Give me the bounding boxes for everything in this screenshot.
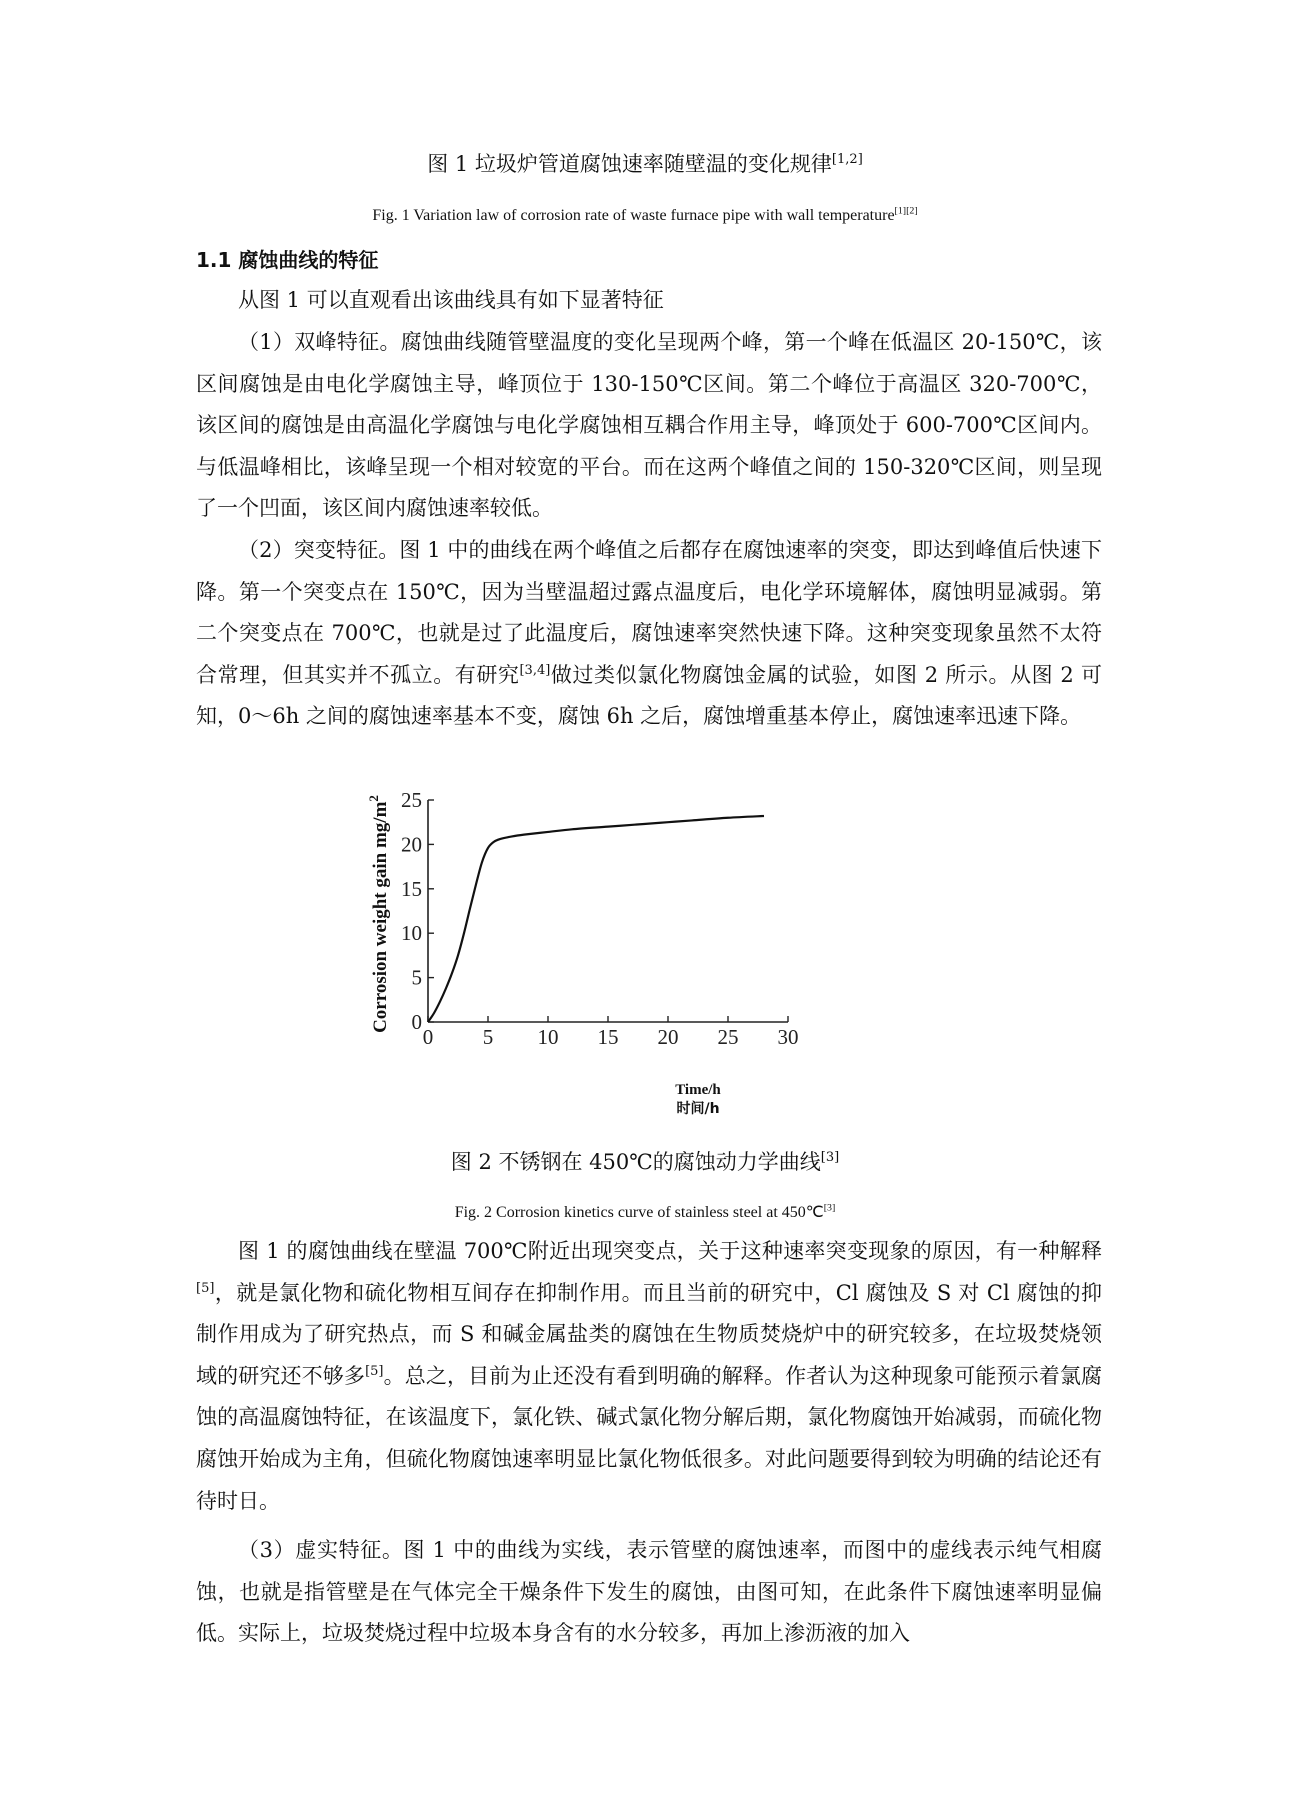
paragraph-explanation-text-b: ，就是氯化物和硫化物相互间存在抑制作用。而且当前的研究中，Cl 腐蚀及 S 对 Cl 腐蚀的抑制作用成为了研究热点，而 S 和碱金属盐类的腐蚀在生物质焚烧炉中的研究较多，在垃圾焚烧领域的研究还不够多 xyxy=(196,1280,1102,1388)
fig1-caption-cn-text: 图 1 垃圾炉管道腐蚀速率随壁温的变化规律 xyxy=(427,152,832,176)
fig2-caption-en-text: Fig. 2 Corrosion kinetics curve of stainless steel at 450℃ xyxy=(454,1204,824,1221)
chart-labels xyxy=(366,792,799,1117)
x-tick-label: 5 xyxy=(482,1025,494,1049)
citation-5a[interactable]: [5] xyxy=(196,1280,215,1296)
section-title: 1.1 腐蚀曲线的特征 xyxy=(196,248,379,272)
fig2-chart xyxy=(350,792,950,1142)
y-axis-title xyxy=(366,795,391,1033)
y-tick-label: 0 xyxy=(411,1010,422,1034)
fig1-caption-cn xyxy=(0,149,1290,179)
fig1-caption-cn-ref[interactable]: [1,2] xyxy=(831,152,863,167)
paragraph-explanation xyxy=(196,1231,1102,1522)
fig2-caption-cn xyxy=(0,1147,1290,1177)
x-tick-label: 10 xyxy=(537,1025,559,1049)
fig1-caption-en xyxy=(0,204,1290,228)
citation-5b[interactable]: [5] xyxy=(365,1363,384,1379)
fig1-caption-en-ref[interactable]: [1][2] xyxy=(894,205,918,217)
chart-series xyxy=(428,816,764,1022)
fig2-chart-svg xyxy=(350,792,950,1142)
y-tick-label: 10 xyxy=(401,921,422,946)
x-axis-title-cn: 时间/h xyxy=(676,1101,720,1117)
fig1-caption-en-text: Fig. 1 Variation law of corrosion rate of waste furnace pipe with wall temperature xyxy=(372,207,895,224)
citation-3-4[interactable]: [3,4] xyxy=(519,662,551,678)
x-tick-label: 20 xyxy=(657,1025,679,1049)
y-tick-label: 25 xyxy=(401,792,422,812)
paragraph-solid-dashed: （3）虚实特征。图 1 中的曲线为实线，表示管壁的腐蚀速率，而图中的虚线表示纯气相腐蚀，也就是指管壁是在气体完全干燥条件下发生的腐蚀，由图可知，在此条件下腐蚀速率明显偏低。实际上，垃圾焚烧过程中垃圾本身含有的水分较多，再加上渗沥液的加入 xyxy=(196,1538,1102,1646)
x-tick-label: 25 xyxy=(717,1025,739,1049)
series-line xyxy=(428,816,764,1022)
y-tick-label: 15 xyxy=(401,876,422,901)
paragraph-double-peak: （1）双峰特征。腐蚀曲线随管壁温度的变化呈现两个峰，第一个峰在低温区 20-150℃，该区间腐蚀是由电化学腐蚀主导，峰顶位于 130-150℃区间。第二个峰位于高温区 320-700℃，该区间的腐蚀是由高温化学腐蚀与电化学腐蚀相互耦合作用主导，峰顶处于 600-700℃区间内。与低温峰相比，该峰呈现一个相对较宽的平台。而在这两个峰值之间的 150-320℃区间，则呈现了一个凹面，该区间内腐蚀速率较低。 xyxy=(196,330,1102,521)
chart-axes xyxy=(428,800,788,1022)
fig2-caption-cn-text: 图 2 不锈钢在 450℃的腐蚀动力学曲线 xyxy=(450,1150,821,1174)
paragraph-intro: 从图 1 可以直观看出该曲线具有如下显著特征 xyxy=(238,288,664,312)
paragraph-explanation-text-a: 图 1 的腐蚀曲线在壁温 700℃附近出现突变点，关于这种速率突变现象的原因，有一种解释 xyxy=(238,1239,1102,1263)
paragraph-explanation-text-c: 。总之，目前为止还没有看到明确的解释。作者认为这种现象可能预示着氯腐蚀的高温腐蚀特征，在该温度下，氯化铁、碱式氯化物分解后期，氯化物腐蚀开始减弱，而硫化物腐蚀开始成为主角，但硫化物腐蚀速率明显比氯化物低很多。对此问题要得到较为明确的结论还有待时日。 xyxy=(196,1363,1102,1513)
x-tick-label: 15 xyxy=(597,1025,619,1049)
paragraph-mutation xyxy=(196,530,1102,738)
x-tick-label: 30 xyxy=(777,1025,799,1049)
y-axis-title-sup: 2 xyxy=(366,795,381,802)
fig2-caption-en xyxy=(0,1201,1290,1225)
y-axis-title-text: Corrosion weight gain mg/m xyxy=(370,801,391,1033)
y-tick-label: 20 xyxy=(401,832,422,857)
paragraph-mutation-text-a: （2）突变特征。图 1 中的曲线在两个峰值之后都存在腐蚀速率的突变，即达到峰值后快速下降。第一个突变点在 150℃，因为当壁温超过露点温度后，电化学环境解体，腐蚀明显减弱。第二个突变点在 700℃，也就是过了此温度后，腐蚀速率突然快速下降。这种突变现象虽然不太符合常理，但其实并不孤立。有研究 xyxy=(196,538,1102,687)
y-tick-label: 5 xyxy=(411,965,422,990)
x-tick-label: 0 xyxy=(422,1025,434,1049)
paragraph-mutation-text-b: 做过类似氯化物腐蚀金属的试验，如图 2 所示。从图 2 可知，0～6h 之间的腐蚀速率基本不变，腐蚀 6h 之后，腐蚀增重基本停止，腐蚀速率迅速下降。 xyxy=(196,662,1103,729)
fig2-caption-en-ref[interactable]: [3] xyxy=(823,1202,836,1214)
fig2-caption-cn-ref[interactable]: [3] xyxy=(820,1150,840,1165)
x-axis-title: Time/h xyxy=(675,1082,721,1098)
